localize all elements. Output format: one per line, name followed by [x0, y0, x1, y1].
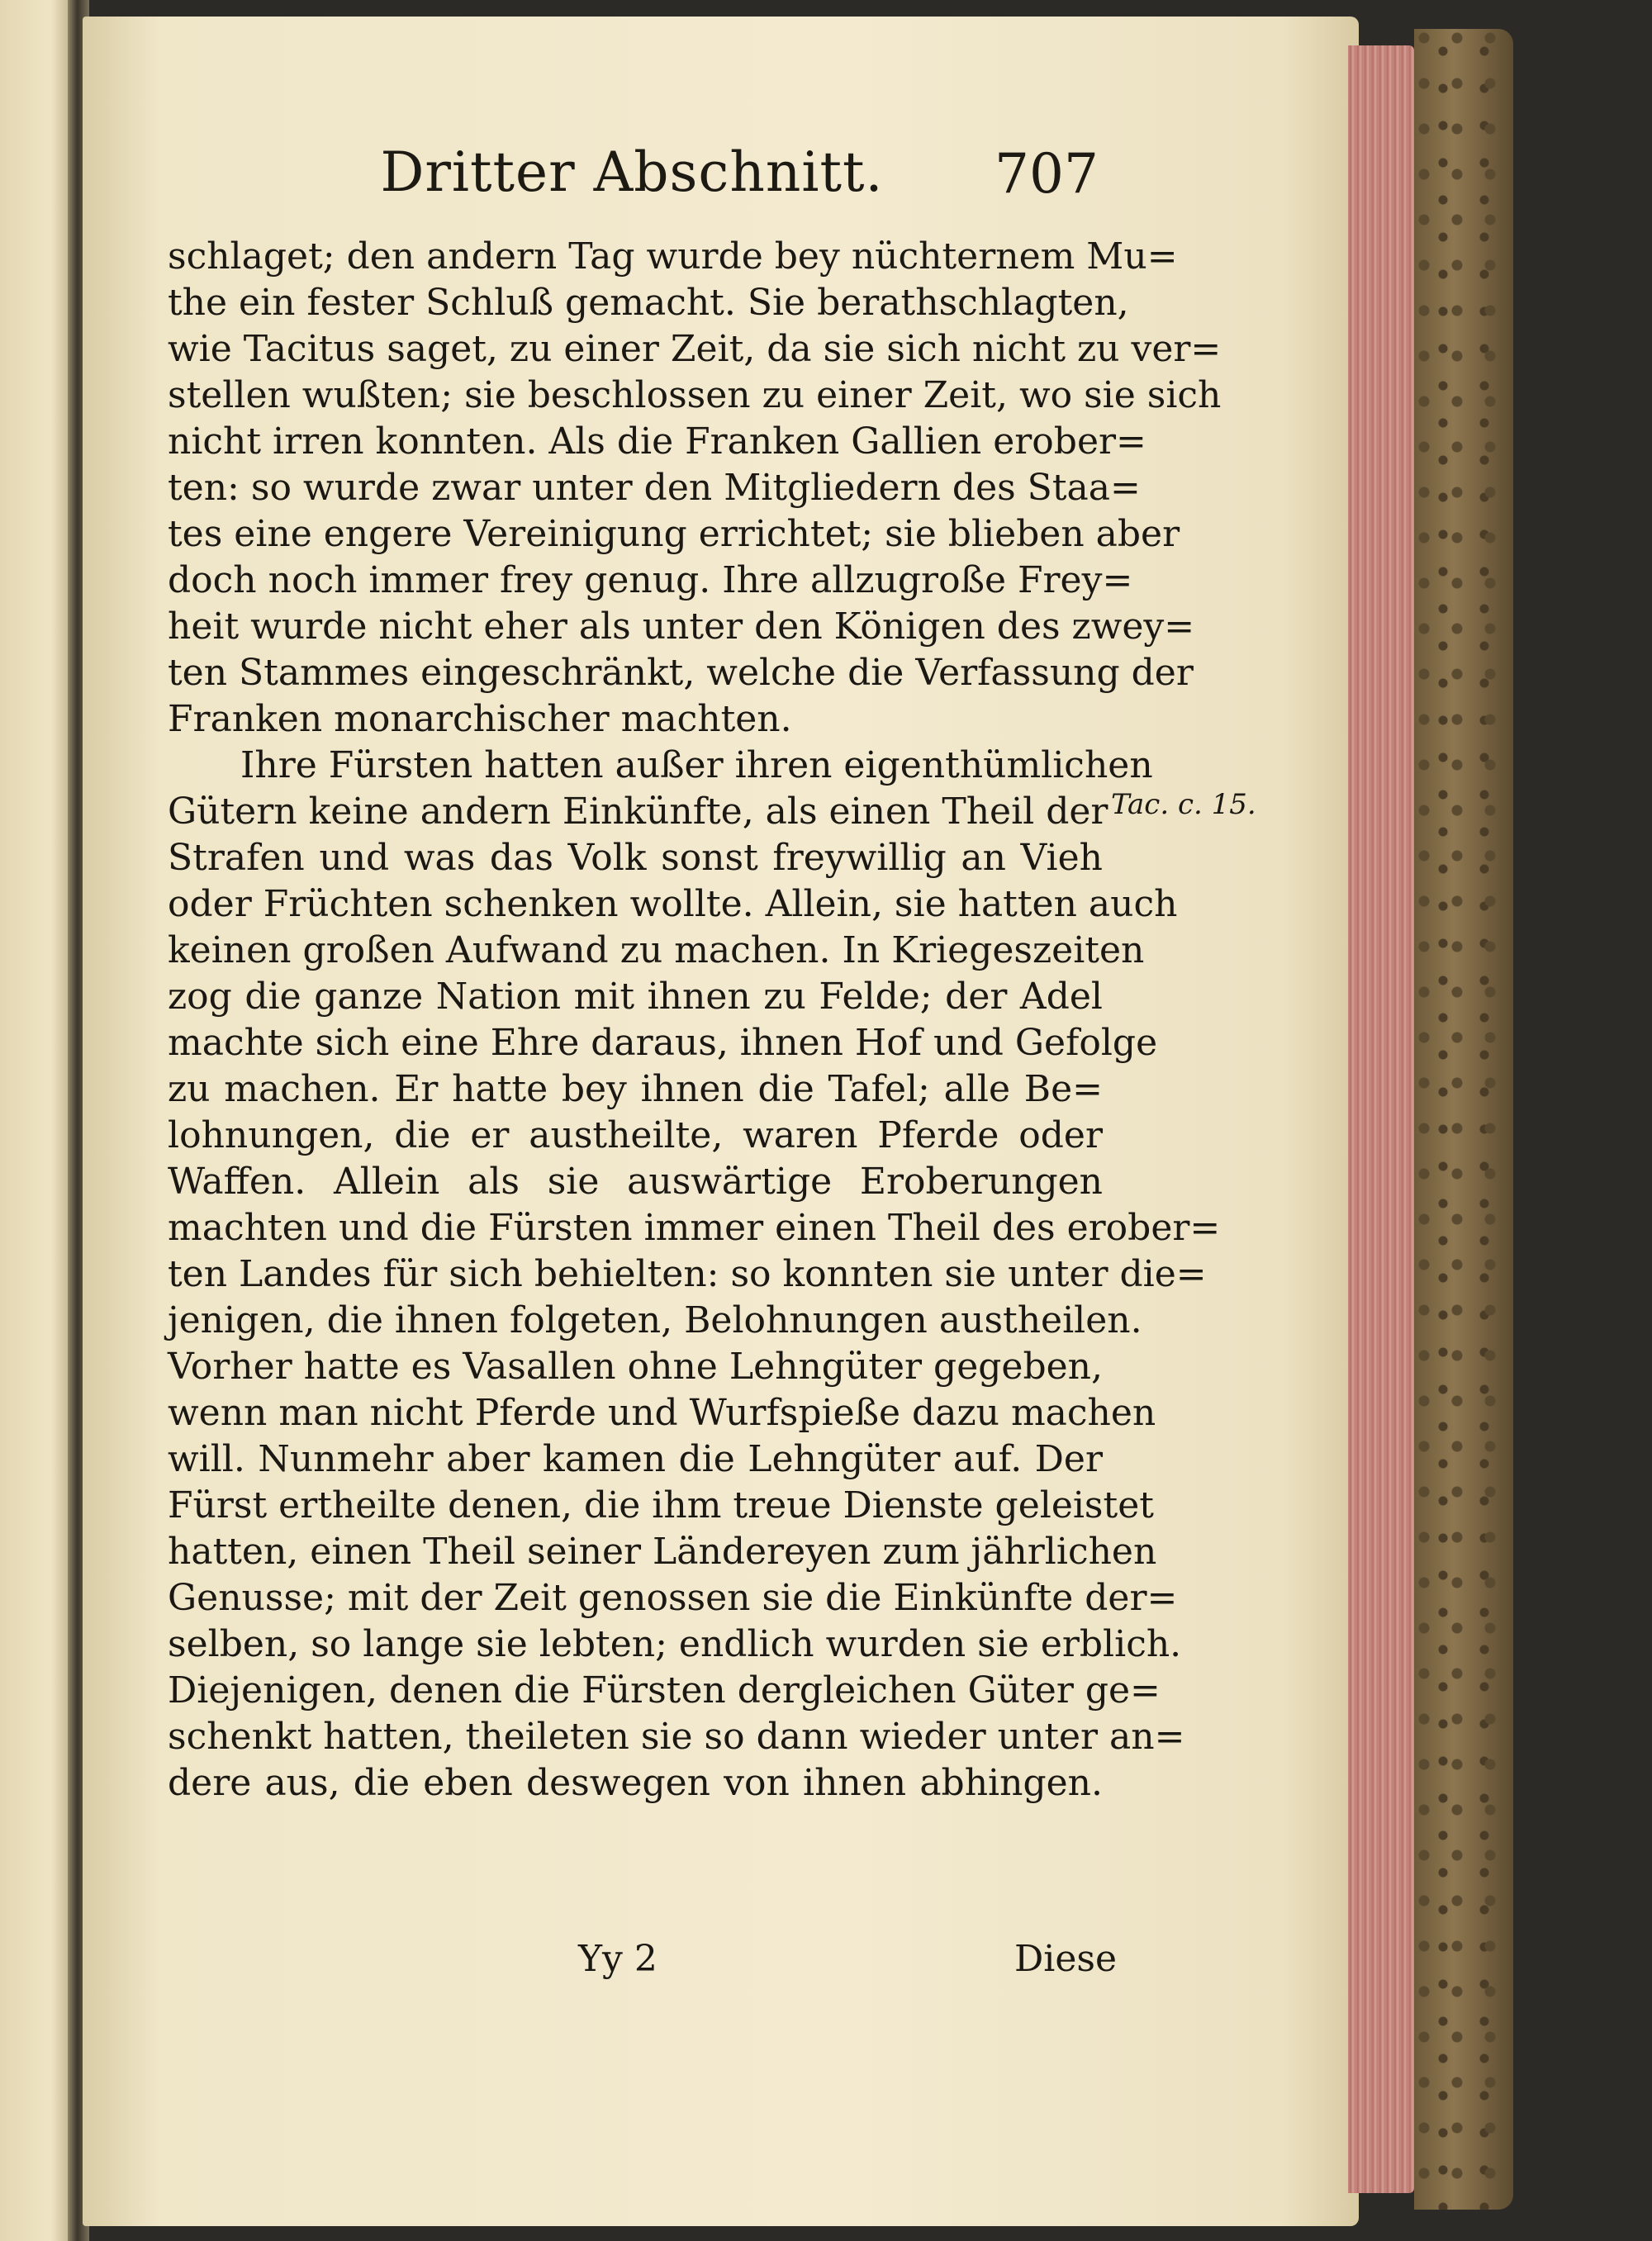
- text-line: Vorher hatte es Vasallen ohne Lehngüter gegeben,: [168, 1346, 1103, 1388]
- text-line: hatten, einen Theil seiner Ländereyen zum jährlichen: [168, 1531, 1157, 1573]
- text-line: machten und die Fürsten immer einen Theil des erober=: [168, 1207, 1221, 1249]
- text-line: ten: so wurde zwar unter den Mitgliedern des Staa=: [168, 467, 1141, 509]
- text-line: Ihre Fürsten hatten außer ihren eigenthümlichen: [240, 744, 1153, 786]
- text-line: stellen wußten; sie beschlossen zu einer Zeit, wo sie sich: [168, 374, 1222, 416]
- text-line: selben, so lange sie lebten; endlich wurden sie erblich.: [168, 1623, 1182, 1665]
- page-edges: [1348, 45, 1414, 2193]
- text-line: wie Tacitus saget, zu einer Zeit, da sie sich nicht zu ver=: [168, 328, 1222, 370]
- left-page-edge: [0, 0, 73, 2241]
- margin-note: Tac. c. 15.: [1111, 788, 1256, 821]
- text-line: machte sich eine Ehre daraus, ihnen Hof und Gefolge: [168, 1022, 1158, 1064]
- text-line: the ein fester Schluß gemacht. Sie berathschlagten,: [168, 282, 1129, 324]
- text-line: Fürst ertheilte denen, die ihm treue Dienste geleistet: [168, 1484, 1154, 1526]
- text-line: doch noch immer frey genug. Ihre allzugroße Frey=: [168, 559, 1133, 601]
- text-line: ten Stammes eingeschränkt, welche die Verfassung der: [168, 652, 1194, 694]
- text-line: Diejenigen, denen die Fürsten dergleichen Güter ge=: [168, 1669, 1161, 1712]
- running-head: Dritter Abschnitt.: [380, 140, 884, 204]
- text-line: keinen großen Aufwand zu machen. In Kriegeszeiten: [168, 929, 1145, 971]
- text-line: Genusse; mit der Zeit genossen sie die Einkünfte der=: [168, 1577, 1178, 1619]
- text-line: lohnungen, die er austheilte, waren Pferde oder: [168, 1114, 1103, 1156]
- text-line: zu machen. Er hatte bey ihnen die Tafel; alle Be=: [168, 1068, 1103, 1110]
- text-line: Waffen. Allein als sie auswärtige Eroberungen: [168, 1161, 1103, 1203]
- page-header: [165, 140, 1099, 219]
- text-line: oder Früchten schenken wollte. Allein, sie hatten auch: [168, 883, 1178, 925]
- text-line: nicht irren konnten. Als die Franken Gallien erober=: [168, 420, 1146, 463]
- signature-mark: Yy 2: [578, 1938, 657, 1980]
- text-line: Gütern keine andern Einkünfte, als einen Theil der: [168, 791, 1108, 833]
- text-line: jenigen, die ihnen folgeten, Belohnungen austheilen.: [168, 1299, 1142, 1341]
- text-line: Strafen und was das Volk sonst freywillig an Vieh: [168, 837, 1103, 879]
- text-line: schenkt hatten, theileten sie so dann wieder unter an=: [168, 1716, 1185, 1758]
- text-line: zog die ganze Nation mit ihnen zu Felde; der Adel: [168, 976, 1103, 1018]
- page-number: 707: [995, 142, 1099, 206]
- text-line: schlaget; den andern Tag wurde bey nüchternem Mu=: [168, 235, 1178, 278]
- text-line: Franken monarchischer machten.: [168, 698, 792, 740]
- text-line: wenn man nicht Pferde und Wurfspieße dazu machen: [168, 1392, 1156, 1434]
- text-line: heit wurde nicht eher als unter den Königen des zwey=: [168, 605, 1195, 648]
- text-line: dere aus, die eben deswegen von ihnen abhingen.: [168, 1762, 1103, 1804]
- text-line: will. Nunmehr aber kamen die Lehngüter auf. Der: [168, 1438, 1103, 1480]
- book-cover: [1414, 29, 1513, 2210]
- catchword: Diese: [1014, 1938, 1118, 1980]
- text-line: tes eine engere Vereinigung errichtet; sie blieben aber: [168, 513, 1180, 555]
- text-line: ten Landes für sich behielten: so konnten sie unter die=: [168, 1253, 1207, 1295]
